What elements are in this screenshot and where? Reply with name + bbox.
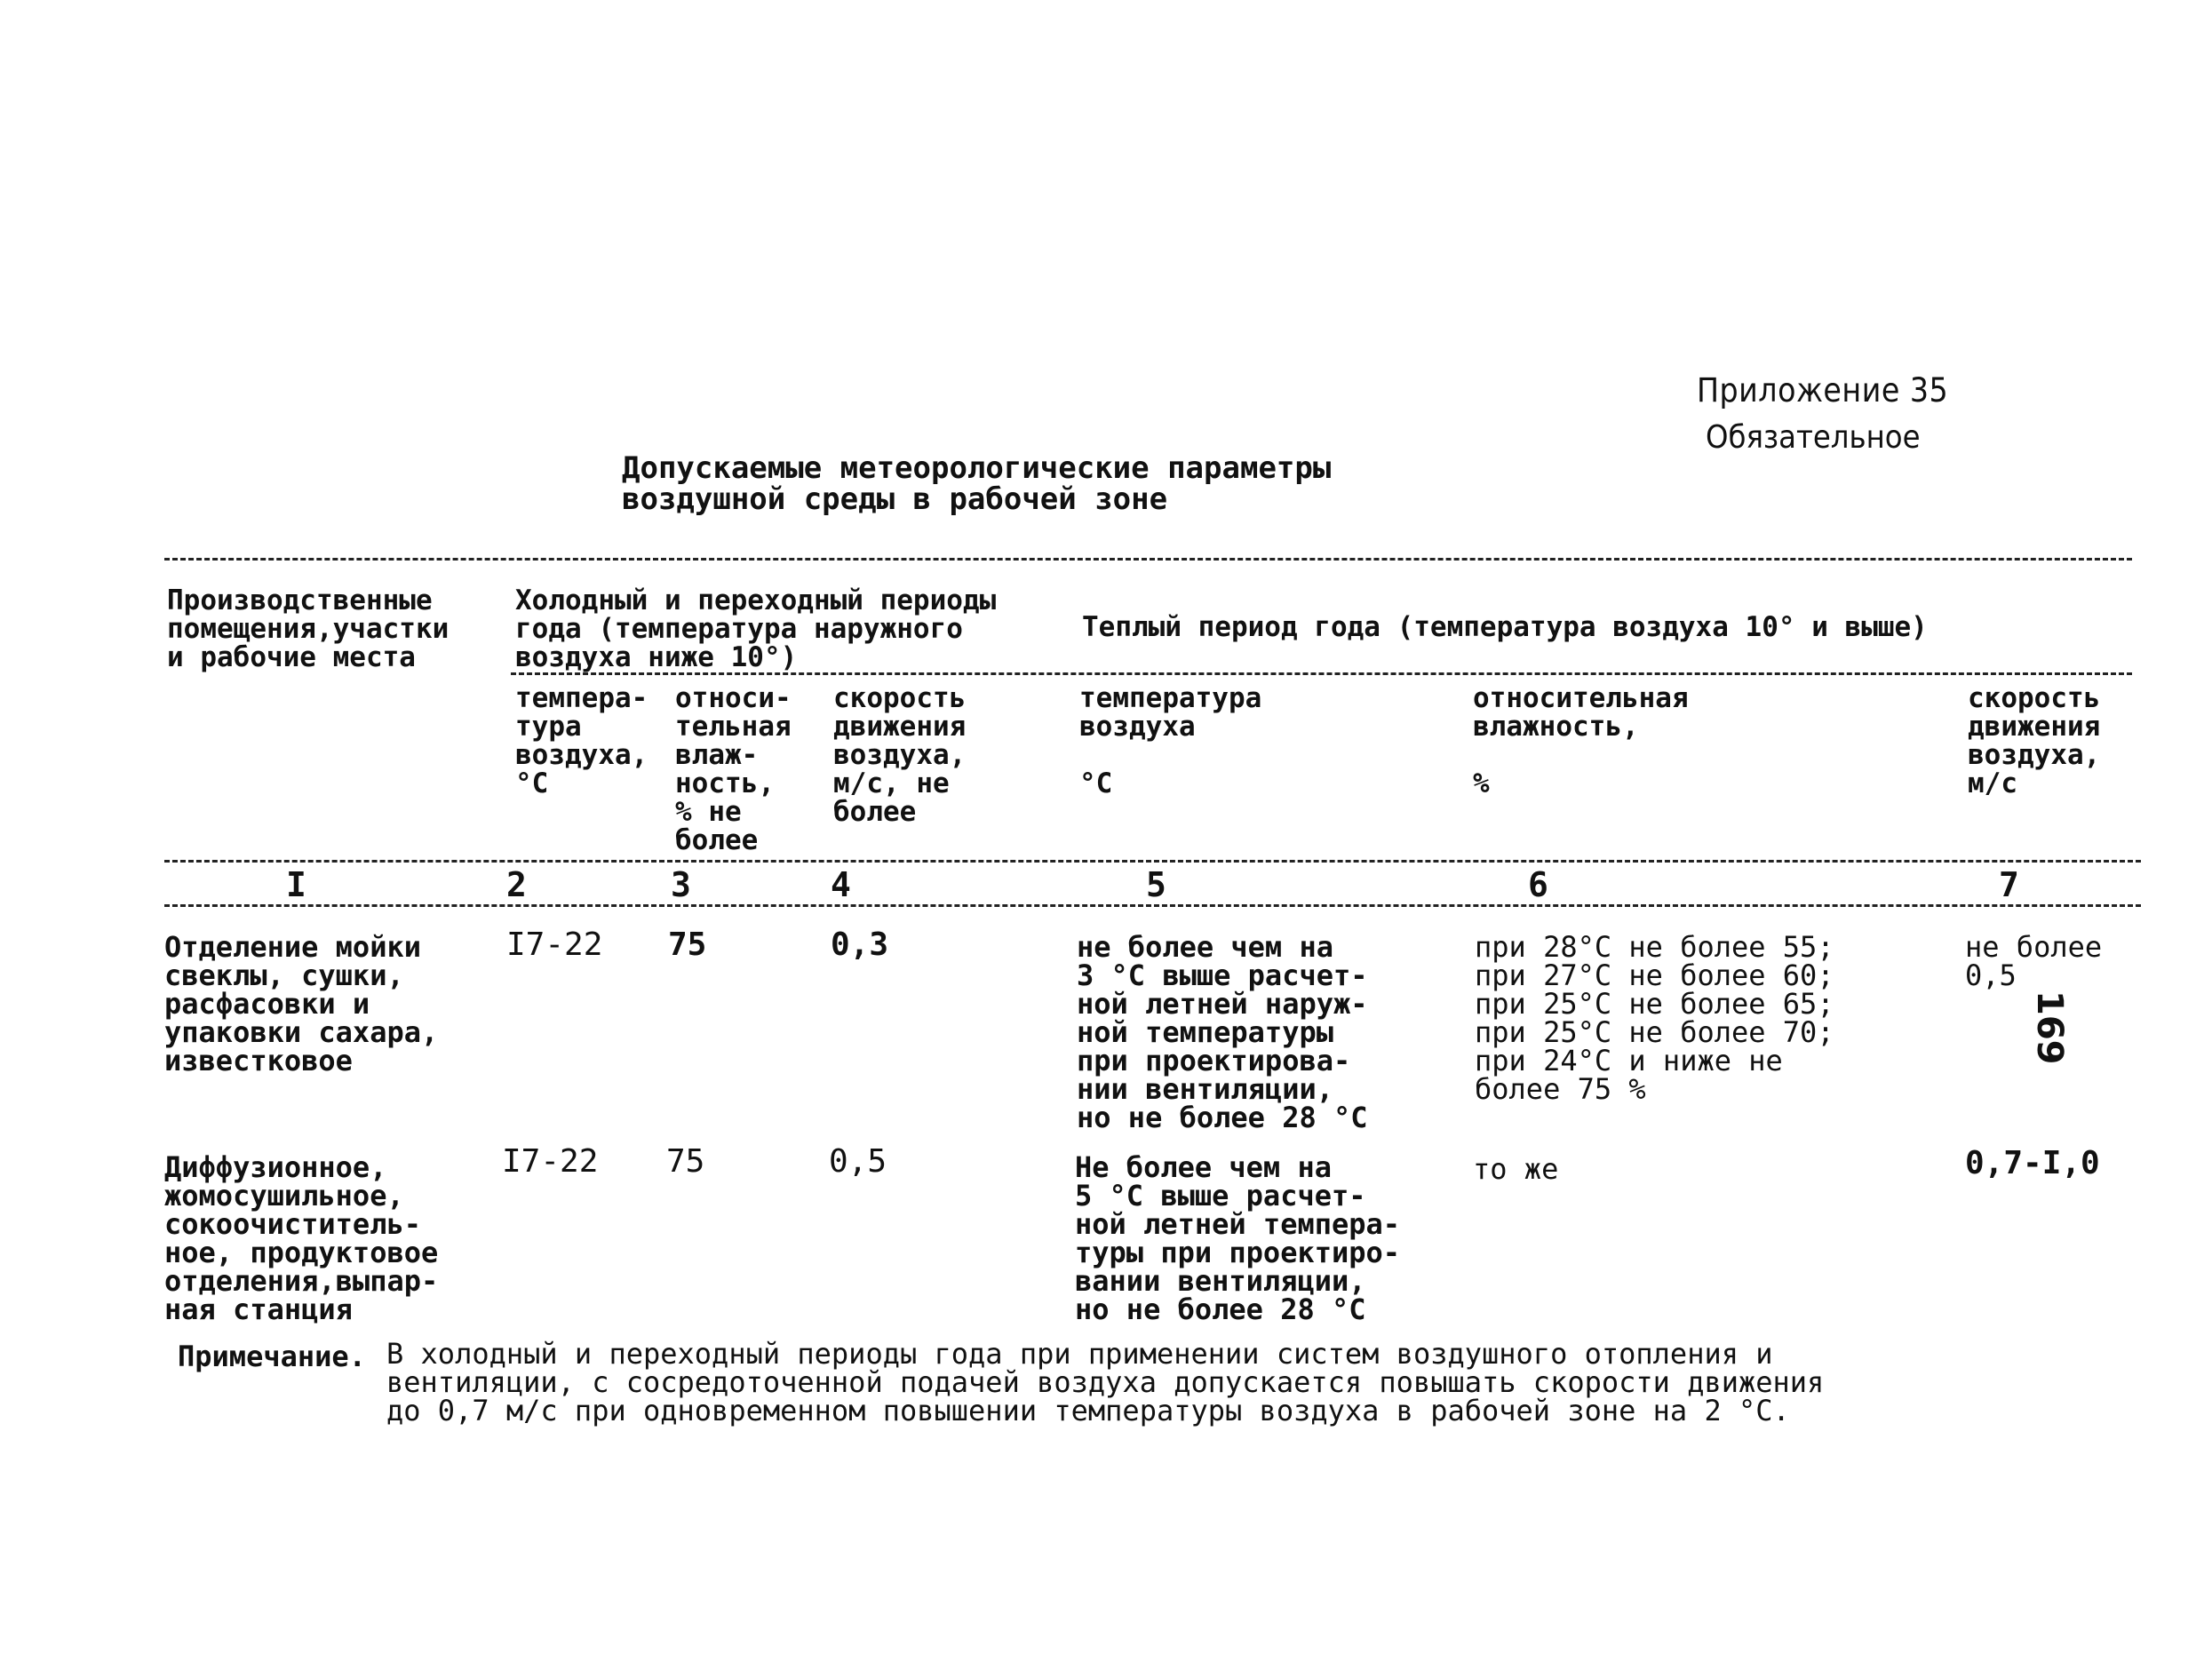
row2-temperature: I7-22 — [502, 1143, 599, 1180]
header-col1: Производственные помещения,участки и рабочие места — [167, 584, 450, 673]
document-title — [622, 450, 1332, 517]
header-col3: относи- тельная влаж- ность, % не более — [675, 682, 792, 856]
row2-room: Диффузионное, жомосушильное, сокоочиститель- ное, продуктовое отделения,выпар- ная станция — [164, 1150, 439, 1326]
column-number-2: 2 — [506, 865, 527, 904]
column-number-4: 4 — [831, 865, 851, 904]
appendix-title: Приложение 35 — [1697, 371, 1949, 410]
table-top-rule — [164, 558, 2132, 561]
title-line-1: Допускаемые метеорологические параметры — [622, 450, 1332, 486]
row2-warm-temperature: Не более чем на 5 °С выше расчет- ной летней темпера- туры при проектиро- вании вентиляции, но не более 28 °С — [1075, 1150, 1401, 1326]
header-col5: температура воздуха °С — [1079, 682, 1262, 799]
title-line-2: воздушной среды в рабочей зоне — [622, 481, 1168, 517]
row2-speed: 0,5 — [829, 1143, 887, 1180]
page-number: 169 — [2029, 990, 2070, 1065]
note-text: В холодный и переходный периоды года при применении систем воздушного отопления и вентиляции, с сосредоточенной подачей воздуха допускается повышать скорости движения до 0,7 м/с при одновременном повышении температуры воздуха в рабочей зоне на 2 °С. — [386, 1337, 1825, 1427]
row1-speed: 0,3 — [831, 926, 889, 963]
note-label: Примечание. — [178, 1340, 366, 1373]
row2-warm-speed: 0,7-I,0 — [1965, 1145, 2100, 1181]
row1-room: Отделение мойки свеклы, сушки, расфасовки и упаковки сахара, известковое — [164, 930, 439, 1077]
column-number-3: 3 — [671, 865, 691, 904]
row1-warm-speed: не более 0,5 — [1965, 930, 2103, 992]
row2-humidity: 75 — [666, 1143, 705, 1180]
column-number-5: 5 — [1146, 865, 1166, 904]
header-group-cold: Холодный и переходный периоды года (температура наружного воздуха ниже 10°) — [515, 584, 997, 673]
column-number-1: I — [286, 865, 306, 904]
row1-warm-temperature: не более чем на 3 °С выше расчет- ной летней наруж- ной температуры при проектирова- нии вентиляции, но не более 28 °С — [1077, 930, 1368, 1134]
column-number-7: 7 — [1999, 865, 2019, 904]
row2-warm-humidity: то же — [1473, 1152, 1559, 1186]
header-bottom-rule — [164, 860, 2141, 863]
row1-warm-humidity: при 28°С не более 55; при 27°С не более 60; при 25°С не более 65; при 25°С не более 70; при 24°С и ниже не более 75 % — [1475, 930, 1834, 1106]
header-col4: скорость движения воздуха, м/с, не более — [833, 682, 967, 828]
column-numbers-rule — [164, 904, 2141, 907]
header-group-warm: Теплый период года (температура воздуха 10° и выше) — [1082, 611, 1928, 643]
appendix-status: Обязательное — [1706, 419, 1921, 456]
row1-humidity: 75 — [668, 926, 707, 963]
header-col6: относительная влажность, % — [1473, 682, 1689, 799]
column-number-6: 6 — [1528, 865, 1548, 904]
row1-temperature: I7-22 — [506, 926, 603, 963]
header-col2: темпера- тура воздуха, °С — [515, 682, 648, 799]
header-col7: скорость движения воздуха, м/с — [1968, 682, 2101, 799]
